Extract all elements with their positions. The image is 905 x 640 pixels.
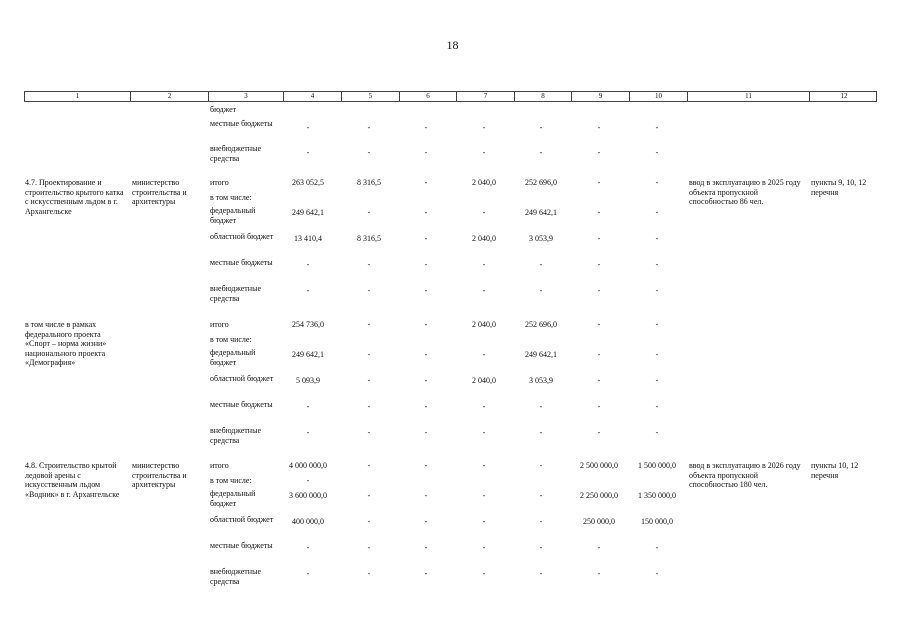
row-value-v10: - [655,286,659,295]
row-value-v4: 3 600 000,0 [289,491,327,500]
header-col-7: 7 [456,92,514,101]
row-value-v7: - [482,208,486,217]
block-executor: министерство строительства и архитектуры [132,178,187,206]
row-value-v10: - [655,350,659,359]
row-value: - [424,123,428,132]
row-value-v10: - [655,320,659,329]
row-value-v4: - [306,260,310,269]
row-value-v7: - [482,260,486,269]
block-title: 4.8. Строительство крытой ледовой арены с искусственным льдом «Водник» в г. Архангельске [25,461,120,499]
row-value-v6: - [424,208,428,217]
row-value-v9: - [597,178,601,187]
row-value-v4: 249 642,1 [292,208,324,217]
row-value-v7: 2 040,0 [472,376,496,385]
header-col-12: 12 [809,92,878,101]
row-value-v6: - [424,320,428,329]
row-label: местные бюджеты [210,400,273,409]
row-label: итого [210,320,229,329]
row-value: - [367,148,371,157]
row-value-v5: - [367,428,371,437]
row-value-v7: - [482,350,486,359]
table-header [24,91,877,102]
row-value-v5: - [367,402,371,411]
row-value-v8: 252 696,0 [525,178,557,187]
row-value-v5: - [367,350,371,359]
row-value-v8: 249 642,1 [525,208,557,217]
block-reference: пункты 9, 10, 12 перечня [811,178,867,197]
row-value-v10: 1 350 000,0 [638,491,676,500]
row-value-v5: - [367,491,371,500]
row-value-v4: 254 736,0 [292,320,324,329]
row-value-v8: - [539,286,543,295]
row-value-v8: - [539,428,543,437]
row-value-v9: - [597,234,601,243]
row-value-v10: 1 500 000,0 [638,461,676,470]
row-value-v7: - [482,491,486,500]
row-value-v10: - [655,208,659,217]
row-value-v8: 252 696,0 [525,320,557,329]
row-value-v8: 3 053,9 [529,234,553,243]
row-label: бюджет [210,105,237,114]
row-label: в том числе: [210,193,252,202]
row-label: областной бюджет [210,515,274,524]
row-value-v4: 400 000,0 [292,517,324,526]
row-value-v10: - [655,569,659,578]
row-value-v10: - [655,428,659,437]
row-label: внебюджетные средства [210,567,261,586]
row-value-v8: - [539,569,543,578]
row-value-v4: - [306,286,310,295]
row-value: - [367,123,371,132]
row-value-v10: - [655,543,659,552]
row-value: - [539,123,543,132]
row-value-v4: - [306,428,310,437]
row-value-v7: - [482,517,486,526]
row-value-v8: 3 053,9 [529,376,553,385]
row-value-v5: - [367,376,371,385]
block-result: ввод в эксплуатацию в 2026 году объекта пропускной способностью 180 чел. [689,461,801,489]
row-value: - [482,148,486,157]
row-value-v9: 250 000,0 [583,517,615,526]
row-value-v9: - [597,402,601,411]
header-col-9: 9 [571,92,629,101]
row-value-v10: - [655,376,659,385]
row-value: - [655,123,659,132]
block-reference: пункты 10, 12 перечня [811,461,859,480]
row-label: федеральный бюджет [210,348,256,367]
row-label: в том числе: [210,335,252,344]
row-value: - [306,148,310,157]
row-value-v5: - [367,208,371,217]
row-value-v5: 8 316,5 [357,178,381,187]
row-value-v6: - [424,234,428,243]
row-value-v5: - [367,543,371,552]
row-value-v9: - [597,569,601,578]
row-value: - [424,148,428,157]
row-value-v10: - [655,178,659,187]
row-value-v8: 249 642,1 [525,350,557,359]
row-value: - [482,123,486,132]
row-label: внебюджетные средства [210,426,261,445]
row-value-v5: - [367,569,371,578]
row-value-v6: - [424,491,428,500]
row-value-v7: - [482,428,486,437]
row-value-v5: - [367,517,371,526]
row-value-v4: 263 052,5 [292,178,324,187]
row-value-v6: - [424,402,428,411]
row-value-v7: 2 040,0 [472,178,496,187]
row-value: - [539,148,543,157]
row-value-v7: - [482,286,486,295]
header-col-5: 5 [341,92,399,101]
header-col-11: 11 [687,92,809,101]
row-value-v4: 249 642,1 [292,350,324,359]
row-value-v6: - [424,428,428,437]
row-value-v4: - [306,543,310,552]
row-value-v8: - [539,402,543,411]
row-label: в том числе: [210,476,252,485]
row-value-v6: - [424,376,428,385]
header-col-4: 4 [283,92,341,101]
header-col-3: 3 [208,92,283,101]
row-value-v4: - [306,569,310,578]
page-number: 18 [446,38,459,52]
row-value-v6: - [424,569,428,578]
row-value-v7: - [482,402,486,411]
header-col-1: 1 [75,92,80,100]
row-label: внебюджетные средства [210,284,261,303]
row-label: внебюджетные средства [210,144,261,163]
row-label: федеральный бюджет [210,206,256,225]
block-title: 4.7. Проектирование и строительство крытого катка с искусственным льдом в г. Архангельске [25,178,124,216]
header-col-10: 10 [629,92,687,101]
row-value-v9: 2 250 000,0 [580,491,618,500]
row-value-v5: - [367,461,371,470]
row-value-v7: - [482,461,486,470]
row-value-v6: - [424,350,428,359]
row-value-v7: - [482,569,486,578]
row-value-v10: - [655,402,659,411]
row-label: местные бюджеты [210,541,273,550]
row-label: областной бюджет [210,374,274,383]
row-value-v9: - [597,428,601,437]
block-executor: министерство строительства и архитектуры [132,461,187,489]
row-value-v6: - [424,517,428,526]
row-value-v5: 8 316,5 [357,234,381,243]
row-value: - [306,123,310,132]
row-label: местные бюджеты [210,258,273,267]
row-value-v6: - [424,461,428,470]
row-label: итого [210,178,229,187]
row-value-v9: - [597,320,601,329]
row-value-v6: - [424,286,428,295]
row-value-v4: - [306,476,310,485]
row-value-v8: - [539,491,543,500]
row-value-v9: - [597,350,601,359]
row-value-v9: 2 500 000,0 [580,461,618,470]
row-value-v10: - [655,234,659,243]
row-value-v5: - [367,286,371,295]
row-label: итого [210,461,229,470]
row-value-v9: - [597,286,601,295]
row-value-v10: 150 000,0 [641,517,673,526]
row-value-v6: - [424,260,428,269]
row-value: - [655,148,659,157]
row-value-v9: - [597,376,601,385]
row-value-v7: 2 040,0 [472,320,496,329]
row-value: - [597,123,601,132]
row-value-v5: - [367,260,371,269]
row-value-v9: - [597,260,601,269]
row-value-v10: - [655,260,659,269]
header-col-2: 2 [130,92,208,101]
row-value-v4: - [306,402,310,411]
row-value-v4: 5 093,9 [296,376,320,385]
header-col-8: 8 [514,92,571,101]
row-value-v8: - [539,517,543,526]
row-value-v6: - [424,543,428,552]
row-value-v7: 2 040,0 [472,234,496,243]
row-value-v9: - [597,208,601,217]
block-title: в том числе в рамках федерального проекта «Спорт – норма жизни» национального проекта «Демография» [25,320,107,367]
row-value-v8: - [539,543,543,552]
header-col-6: 6 [399,92,456,101]
row-value-v8: - [539,461,543,470]
row-value-v9: - [597,543,601,552]
row-value-v7: - [482,543,486,552]
row-label: федеральный бюджет [210,489,256,508]
row-value-v8: - [539,260,543,269]
row-label: областной бюджет [210,232,274,241]
row-value-v4: 4 000 000,0 [289,461,327,470]
row-value-v4: 13 410,4 [294,234,322,243]
row-value-v5: - [367,320,371,329]
row-value-v6: - [424,178,428,187]
row-label: местные бюджеты [210,119,273,128]
row-value: - [597,148,601,157]
block-result: ввод в эксплуатацию в 2025 году объекта пропускной способностью 86 чел. [689,178,801,206]
